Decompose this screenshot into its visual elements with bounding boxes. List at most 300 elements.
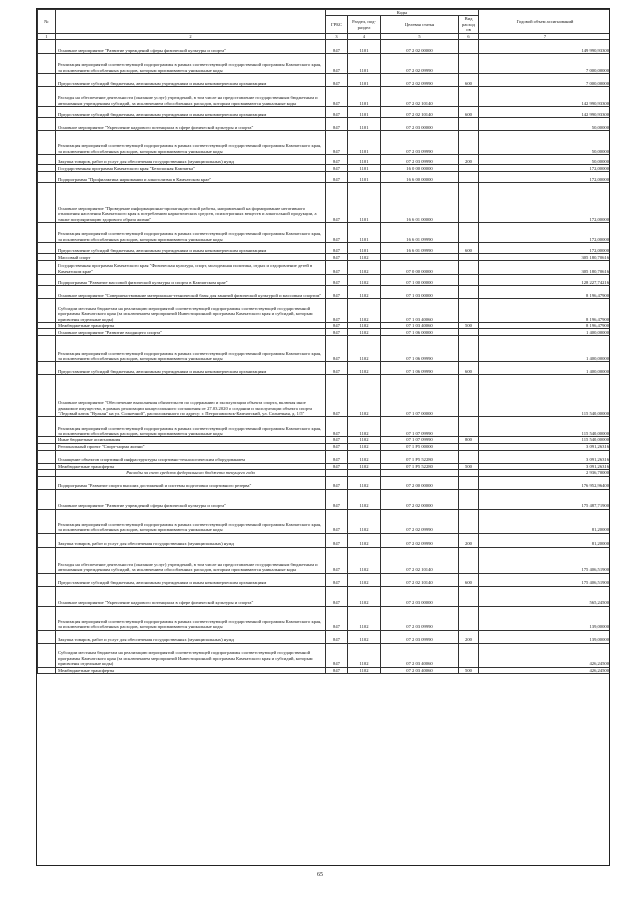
row-sum-cell: 7 000,00000: [479, 54, 611, 74]
row-name-cell: Подпрограмма "Развитие спорта высших достижений и системы подготовки спортивного резерва": [56, 476, 326, 489]
table-row: [38, 329, 611, 336]
row-grbs-cell: 847: [326, 118, 348, 131]
row-name-cell: Предоставление субсидий бюджетным, автономным учреждениям и иным некоммерческим организациям: [56, 362, 326, 375]
row-name-cell: Иные бюджетные ассигнования: [56, 437, 326, 443]
row-sum-cell: 176 952,96400: [479, 476, 611, 489]
row-name-cell: Закупка товаров, работ и услуг для обеспечения государственных (муниципальных) нужд: [56, 155, 326, 165]
row-sum-cell: 149 990,93300: [479, 40, 611, 54]
row-razdel-cell: 1102: [348, 437, 381, 443]
row-sum-cell: 50,00000: [479, 155, 611, 165]
row-razdel-cell: 1102: [348, 254, 381, 261]
row-num-cell: [38, 254, 56, 261]
row-vr-cell: 500: [459, 323, 479, 329]
row-name-cell: Закупка товаров, работ и услуг для обеспечения государственных (муниципальных) нужд: [56, 533, 326, 547]
row-sum-cell: 8 196,47900: [479, 286, 611, 299]
row-name-cell: Основное мероприятие "Совершенствование материально-технической базы для занятий физической культурой и массовым спортом": [56, 286, 326, 299]
row-name-cell: Основное мероприятие "Развитие учреждений сферы физической культуры и спорта": [56, 40, 326, 54]
table-row: [38, 336, 611, 362]
row-razdel-cell: 1102: [348, 573, 381, 586]
table-row: [38, 476, 611, 489]
header-index-cell: 6: [459, 33, 479, 39]
row-razdel-cell: 1102: [348, 489, 381, 509]
header-csr: Целевая статья: [381, 16, 459, 33]
row-grbs-cell: 847: [326, 489, 348, 509]
row-name-cell: Предоставление субсидий бюджетным, автономным учреждениям и иным некоммерческим организациям: [56, 74, 326, 87]
row-sum-cell: 115 540,00000: [479, 417, 611, 437]
row-grbs-cell: 847: [326, 254, 348, 261]
row-num-cell: [38, 286, 56, 299]
row-sum-cell: 115 540,00000: [479, 437, 611, 443]
row-name-cell: Основное мероприятие "Развитие учреждений сферы физической культуры и спорта": [56, 489, 326, 509]
row-sum-cell: 7 000,00000: [479, 74, 611, 87]
row-grbs-cell: 847: [326, 443, 348, 450]
row-num-cell: [38, 362, 56, 375]
row-razdel-cell: 1102: [348, 261, 381, 275]
row-name-cell: Основное мероприятие "Развитие входящего спорта": [56, 329, 326, 336]
row-name-cell: Предоставление субсидий бюджетным, автономным учреждениям и иным некоммерческим организациям: [56, 107, 326, 118]
row-csr-cell: 07 2 02 09990: [381, 509, 459, 533]
row-grbs-cell: 847: [326, 299, 348, 323]
row-sum-cell: 81,20000: [479, 509, 611, 533]
row-csr-cell: 07 1 03 00000: [381, 286, 459, 299]
table-row: [38, 131, 611, 155]
row-sum-cell: 305 180,70616: [479, 254, 611, 261]
table-row: [38, 489, 611, 509]
table-row: [38, 375, 611, 417]
row-csr-cell: 07 2 03 00000: [381, 118, 459, 131]
row-grbs-cell: 847: [326, 375, 348, 417]
row-name-cell: Реализация мероприятий соответствующей подпрограммы в рамках соответствующей государственной программы Камчатского края, за исключением обособленных расходов, которым присваиваются уникальные коды: [56, 606, 326, 630]
table-row: [38, 107, 611, 118]
row-name-cell: Реализация мероприятий соответствующей подпрограммы в рамках соответствующей государственной программы Камчатского края, за исключением обособленных расходов, которым присваиваются уникальные коды: [56, 131, 326, 155]
row-vr-cell: 600: [459, 573, 479, 586]
row-num-cell: [38, 489, 56, 509]
row-csr-cell: 07 1 00 00000: [381, 275, 459, 286]
table-body: [38, 40, 611, 674]
row-num-cell: [38, 375, 56, 417]
row-vr-cell: [459, 261, 479, 275]
row-grbs-cell: 847: [326, 547, 348, 573]
row-csr-cell: 07 2 03 09990: [381, 155, 459, 165]
table-row: [38, 573, 611, 586]
row-sum-cell: 175 487,71900: [479, 489, 611, 509]
row-csr-cell: 07 1 07 09990: [381, 417, 459, 437]
row-name-cell: Реализация мероприятий соответствующей подпрограммы в рамках соответствующей государственной программы Камчатского края, за исключением обособленных расходов, которым присваиваются уникальные коды: [56, 223, 326, 243]
row-name-cell: Реализация мероприятий соответствующей подпрограммы в рамках соответствующей государственной программы Камчатского края, за исключением обособленных расходов, которым присваиваются уникальные коды: [56, 509, 326, 533]
row-num-cell: [38, 547, 56, 573]
row-grbs-cell: 847: [326, 40, 348, 54]
row-csr-cell: 16 6 01 00000: [381, 183, 459, 223]
row-razdel-cell: 1102: [348, 362, 381, 375]
row-grbs-cell: 847: [326, 573, 348, 586]
row-razdel-cell: 1102: [348, 667, 381, 673]
row-name-cell: Предоставление субсидий бюджетным, автономным учреждениям и иным некоммерческим организациям: [56, 243, 326, 254]
row-num-cell: [38, 476, 56, 489]
row-vr-cell: [459, 275, 479, 286]
row-csr-cell: 07 1 07 00000: [381, 375, 459, 417]
row-num-cell: [38, 509, 56, 533]
row-grbs-cell: 847: [326, 643, 348, 667]
budget-table-container: [36, 8, 610, 866]
row-grbs-cell: 847: [326, 476, 348, 489]
row-name-cell: Реализация мероприятий соответствующей подпрограммы в рамках соответствующей государственной программы Камчатского края, за исключением обособленных расходов, которым присваиваются уникальные коды: [56, 54, 326, 74]
row-num-cell: [38, 630, 56, 643]
row-sum-cell: 139,00000: [479, 630, 611, 643]
row-razdel-cell: 1101: [348, 223, 381, 243]
row-grbs-cell: 847: [326, 606, 348, 630]
row-sum-cell: 3 091,26316: [479, 463, 611, 469]
row-vr-cell: 600: [459, 362, 479, 375]
row-name-cell: Оснащение объектов спортивной инфраструктуры спортивно-технологическим оборудованием: [56, 450, 326, 463]
row-sum-cell: 2 936,70000: [479, 470, 611, 476]
row-vr-cell: 200: [459, 630, 479, 643]
table-row: [38, 286, 611, 299]
row-razdel-cell: 1102: [348, 323, 381, 329]
row-vr-cell: [459, 299, 479, 323]
row-vr-cell: [459, 476, 479, 489]
row-sum-cell: 565,24500: [479, 586, 611, 606]
row-sum-cell: 172,00000: [479, 165, 611, 172]
header-index-cell: 7: [479, 33, 611, 39]
row-razdel-cell: 1101: [348, 243, 381, 254]
table-row: [38, 54, 611, 74]
row-csr-cell: [381, 254, 459, 261]
table-row: [38, 630, 611, 643]
row-vr-cell: [459, 547, 479, 573]
row-vr-cell: [459, 286, 479, 299]
table-row: [38, 643, 611, 667]
row-grbs-cell: 847: [326, 463, 348, 469]
row-sum-cell: 81,20000: [479, 533, 611, 547]
table-row: [38, 87, 611, 107]
table-row: [38, 586, 611, 606]
row-razdel-cell: 1102: [348, 533, 381, 547]
row-vr-cell: [459, 450, 479, 463]
header-grbs: ГРБС: [326, 16, 348, 33]
row-razdel-cell: 1102: [348, 443, 381, 450]
row-sum-cell: 50,00000: [479, 118, 611, 131]
row-name-cell: Расходы за счет средств федерального бюджета текущего года: [56, 470, 326, 476]
row-vr-cell: [459, 87, 479, 107]
row-grbs-cell: 847: [326, 329, 348, 336]
row-num-cell: [38, 533, 56, 547]
header-index-cell: 1: [38, 33, 56, 39]
row-name-cell: Расходы на обеспечение деятельности (оказание услуг) учреждений, в том числе на предоставление государственным бюджетным и автономным учреждениям субсидий, за исключением обособленных расходов, которым присваиваются уникальные коды: [56, 87, 326, 107]
row-csr-cell: 07 1 06 00000: [381, 329, 459, 336]
row-name-cell: Подпрограмма "Развитие массовой физической культуры и спорта в Камчатском крае": [56, 275, 326, 286]
row-csr-cell: 07 2 02 00000: [381, 40, 459, 54]
table-row: [38, 509, 611, 533]
row-grbs-cell: 847: [326, 261, 348, 275]
row-razdel-cell: 1102: [348, 509, 381, 533]
row-num-cell: [38, 40, 56, 54]
table-row: [38, 165, 611, 172]
row-csr-cell: 07 2 02 10140: [381, 87, 459, 107]
row-vr-cell: [459, 183, 479, 223]
row-razdel-cell: 1101: [348, 165, 381, 172]
table-row: [38, 450, 611, 463]
row-num-cell: [38, 573, 56, 586]
row-grbs-cell: 847: [326, 286, 348, 299]
table-row: [38, 183, 611, 223]
row-csr-cell: 16 6 01 09990: [381, 243, 459, 254]
row-vr-cell: [459, 329, 479, 336]
row-razdel-cell: 1101: [348, 107, 381, 118]
table-row: [38, 261, 611, 275]
row-razdel-cell: 1102: [348, 450, 381, 463]
row-csr-cell: 07 2 02 09990: [381, 74, 459, 87]
row-num-cell: [38, 155, 56, 165]
row-razdel-cell: 1101: [348, 54, 381, 74]
row-grbs-cell: 847: [326, 667, 348, 673]
row-vr-cell: [459, 223, 479, 243]
row-num-cell: [38, 74, 56, 87]
row-sum-cell: 305 180,70616: [479, 261, 611, 275]
header-num: №: [38, 10, 56, 34]
row-name-cell: Региональный проект "Спорт-норма жизни": [56, 443, 326, 450]
row-name-cell: Закупка товаров, работ и услуг для обеспечения государственных (муниципальных) нужд: [56, 630, 326, 643]
row-name-cell: Субсидии местным бюджетам на реализацию мероприятий соответствующей подпрограммы соответствующей государственной программы Камчатского края (за исключением мероприятий Инвестиционной программы Камчатского края и субсидий, которым присвоены отдельные коды): [56, 299, 326, 323]
table-row: [38, 362, 611, 375]
row-grbs-cell: 847: [326, 243, 348, 254]
row-vr-cell: 500: [459, 667, 479, 673]
row-vr-cell: [459, 509, 479, 533]
row-vr-cell: [459, 443, 479, 450]
row-razdel-cell: 1102: [348, 463, 381, 469]
row-vr-cell: [459, 131, 479, 155]
row-name-cell: Расходы на обеспечение деятельности (оказание услуг) учреждений, в том числе на предоставление государственным бюджетным и автономным учреждениям субсидий, за исключением обособленных расходов, которым присваиваются уникальные коды: [56, 547, 326, 573]
row-sum-cell: 175 406,51900: [479, 547, 611, 573]
row-sum-cell: 3 091,26316: [479, 450, 611, 463]
row-razdel-cell: 1101: [348, 118, 381, 131]
row-sum-cell: 139,00000: [479, 606, 611, 630]
row-sum-cell: 1 400,00000: [479, 329, 611, 336]
table-row: [38, 443, 611, 450]
row-grbs-cell: 847: [326, 54, 348, 74]
table-header-row-top: [38, 10, 611, 16]
row-name-cell: Межбюджетные трансферты: [56, 463, 326, 469]
row-grbs-cell: 847: [326, 417, 348, 437]
row-num-cell: [38, 107, 56, 118]
row-grbs-cell: 847: [326, 87, 348, 107]
row-vr-cell: [459, 375, 479, 417]
row-vr-cell: [459, 489, 479, 509]
row-num-cell: [38, 261, 56, 275]
row-grbs-cell: 847: [326, 323, 348, 329]
row-csr-cell: 07 2 03 40060: [381, 643, 459, 667]
row-name-cell: Предоставление субсидий бюджетным, автономным учреждениям и иным некоммерческим организациям: [56, 573, 326, 586]
row-csr-cell: 07 2 02 09990: [381, 533, 459, 547]
table-row: [38, 667, 611, 673]
row-name-cell: Субсидии местным бюджетам на реализацию мероприятий соответствующей подпрограммы соответствующей государственной программы Камчатского края (за исключением мероприятий Инвестиционной программы Камчатского края и субсидий, которым присвоены отдельные коды): [56, 643, 326, 667]
row-razdel-cell: 1102: [348, 299, 381, 323]
row-sum-cell: 115 540,00000: [479, 375, 611, 417]
row-csr-cell: 07 1 07 09990: [381, 437, 459, 443]
header-razdel: Раздел, под-раздел: [348, 16, 381, 33]
row-razdel-cell: 1102: [348, 375, 381, 417]
row-csr-cell: 07 1 06 09990: [381, 336, 459, 362]
row-csr-cell: 07 2 03 40060: [381, 667, 459, 673]
row-sum-cell: 1 400,00000: [479, 362, 611, 375]
row-razdel-cell: 1102: [348, 643, 381, 667]
row-csr-cell: 07 2 03 09990: [381, 630, 459, 643]
row-num-cell: [38, 87, 56, 107]
row-sum-cell: 50,00000: [479, 131, 611, 155]
row-razdel-cell: 1102: [348, 329, 381, 336]
table-row: [38, 533, 611, 547]
row-csr-cell: 07 2 00 00000: [381, 476, 459, 489]
row-name-cell: Подпрограмма "Профилактика наркомании и алкоголизма в Камчатском крае": [56, 172, 326, 183]
row-sum-cell: 1 400,00000: [479, 336, 611, 362]
row-num-cell: [38, 336, 56, 362]
row-grbs-cell: 847: [326, 533, 348, 547]
row-name-cell: Межбюджетные трансферты: [56, 323, 326, 329]
row-vr-cell: 600: [459, 107, 479, 118]
row-num-cell: [38, 586, 56, 606]
row-sum-cell: 172,00000: [479, 243, 611, 254]
table-row: [38, 40, 611, 54]
row-grbs-cell: 847: [326, 450, 348, 463]
row-name-cell: Основное мероприятие "Укрепление кадрового потенциала в сфере физической культуры и спорта": [56, 118, 326, 131]
row-razdel-cell: 1101: [348, 155, 381, 165]
row-num-cell: [38, 417, 56, 437]
table-row: [38, 547, 611, 573]
row-razdel-cell: 1101: [348, 172, 381, 183]
row-csr-cell: 07 0 00 00000: [381, 261, 459, 275]
row-vr-cell: 600: [459, 74, 479, 87]
row-csr-cell: 07 2 02 10140: [381, 573, 459, 586]
row-grbs-cell: 847: [326, 362, 348, 375]
header-sum: Годовой объем ассигнований: [479, 10, 611, 34]
row-num-cell: [38, 118, 56, 131]
row-vr-cell: [459, 606, 479, 630]
row-name-cell: Основное мероприятие "Укрепление кадрового потенциала в сфере физической культуры и спорта": [56, 586, 326, 606]
table-row: [38, 606, 611, 630]
row-num-cell: [38, 299, 56, 323]
header-name: [56, 10, 326, 34]
row-razdel-cell: 1101: [348, 40, 381, 54]
row-vr-cell: 500: [459, 463, 479, 469]
table-row: [38, 243, 611, 254]
row-razdel-cell: 1102: [348, 286, 381, 299]
row-grbs-cell: 847: [326, 223, 348, 243]
row-vr-cell: [459, 254, 479, 261]
row-name-cell: Реализация мероприятий соответствующей подпрограммы в рамках соответствующей государственной программы Камчатского края, за исключением обособленных расходов, которым присваиваются уникальные коды: [56, 417, 326, 437]
header-index-cell: 3: [326, 33, 348, 39]
row-csr-cell: 07 2 03 00000: [381, 586, 459, 606]
row-grbs-cell: 847: [326, 336, 348, 362]
row-razdel-cell: 1102: [348, 417, 381, 437]
row-csr-cell: 07 2 03 09990: [381, 131, 459, 155]
row-sum-cell: 172,00000: [479, 183, 611, 223]
row-name-cell: Государственная программа Камчатского края "Физическая культура, спорт, молодежная политика, отдых и оздоровление детей в Камчатском крае": [56, 261, 326, 275]
row-csr-cell: 16 6 00 00000: [381, 172, 459, 183]
row-csr-cell: 07 2 02 00000: [381, 489, 459, 509]
row-num-cell: [38, 329, 56, 336]
row-grbs-cell: 847: [326, 275, 348, 286]
row-grbs-cell: 847: [326, 165, 348, 172]
row-grbs-cell: 847: [326, 155, 348, 165]
row-sum-cell: 172,00000: [479, 223, 611, 243]
row-grbs-cell: 847: [326, 74, 348, 87]
row-sum-cell: 175 406,51900: [479, 573, 611, 586]
row-razdel-cell: 1102: [348, 586, 381, 606]
row-num-cell: [38, 643, 56, 667]
row-csr-cell: 07 2 02 10140: [381, 107, 459, 118]
row-sum-cell: 172,00000: [479, 172, 611, 183]
row-grbs-cell: 847: [326, 586, 348, 606]
row-razdel-cell: 1102: [348, 476, 381, 489]
table-row: [38, 417, 611, 437]
row-name-cell: Основное мероприятие "Проведение информационно-пропагандистской работы, направленной на формирование негативного отношения населения Камчатского края к потреблению наркотических средств, психотропных веществ и алкогольной продукции, а также популяризацию здорового образа жизни": [56, 183, 326, 223]
table-row: [38, 118, 611, 131]
table-row: [38, 254, 611, 261]
row-num-cell: [38, 667, 56, 673]
row-razdel-cell: 1101: [348, 74, 381, 87]
row-razdel-cell: 1101: [348, 131, 381, 155]
table-row: [38, 155, 611, 165]
row-num-cell: [38, 223, 56, 243]
row-csr-cell: 07 1 P5 52280: [381, 463, 459, 469]
row-num-cell: [38, 450, 56, 463]
row-vr-cell: 800: [459, 437, 479, 443]
row-grbs-cell: 847: [326, 172, 348, 183]
row-sum-cell: 3 091,26316: [479, 443, 611, 450]
row-vr-cell: 200: [459, 533, 479, 547]
row-sum-cell: 8 196,47900: [479, 299, 611, 323]
row-name-cell: Массовый спорт: [56, 254, 326, 261]
row-vr-cell: [459, 118, 479, 131]
table-row: [38, 172, 611, 183]
row-razdel-cell: 1102: [348, 630, 381, 643]
row-num-cell: [38, 443, 56, 450]
row-sum-cell: 426,24500: [479, 643, 611, 667]
row-grbs-cell: 847: [326, 131, 348, 155]
row-name-cell: Реализация мероприятий соответствующей подпрограммы в рамках соответствующей государственной программы Камчатского края, за исключением обособленных расходов, которым присваиваются уникальные коды: [56, 336, 326, 362]
row-num-cell: [38, 54, 56, 74]
row-csr-cell: 07 1 P5 00000: [381, 443, 459, 450]
row-num-cell: [38, 183, 56, 223]
row-razdel-cell: 1102: [348, 275, 381, 286]
row-razdel-cell: 1102: [348, 547, 381, 573]
header-codes-group: Коды: [326, 10, 479, 16]
row-sum-cell: 142 990,93300: [479, 107, 611, 118]
row-sum-cell: 142 990,93300: [479, 87, 611, 107]
header-index-cell: 2: [56, 33, 326, 39]
row-vr-cell: 600: [459, 243, 479, 254]
row-grbs-cell: 847: [326, 107, 348, 118]
table-row: [38, 275, 611, 286]
row-grbs-cell: 847: [326, 437, 348, 443]
row-vr-cell: [459, 643, 479, 667]
row-sum-cell: 426,24500: [479, 667, 611, 673]
budget-table: [37, 9, 610, 674]
row-name-cell: Межбюджетные трансферты: [56, 667, 326, 673]
row-name-cell: Основное мероприятие "Обеспечение выполнения обязательств по содержанию и эксплуатации объекта спорта, включая иное движимое имущество, в рамках реализации концессионного соглашения от 27.03.2020 о создании и эксплуатации объекта спорта "Ледовый каток "Вулкан" на ул. Солнечной", расположенного по адресу: г. Петропавловск-Камчатский, ул. Солнечная, д. 1/5": [56, 375, 326, 417]
row-vr-cell: [459, 165, 479, 172]
table-row: [38, 299, 611, 323]
row-razdel-cell: 1101: [348, 183, 381, 223]
row-num-cell: [38, 243, 56, 254]
row-vr-cell: [459, 336, 479, 362]
row-sum-cell: 128 227,74216: [479, 275, 611, 286]
row-vr-cell: [459, 586, 479, 606]
page-number: 65: [317, 872, 323, 878]
row-vr-cell: [459, 172, 479, 183]
row-csr-cell: 07 2 02 10140: [381, 547, 459, 573]
row-vr-cell: 200: [459, 155, 479, 165]
row-vr-cell: [459, 417, 479, 437]
